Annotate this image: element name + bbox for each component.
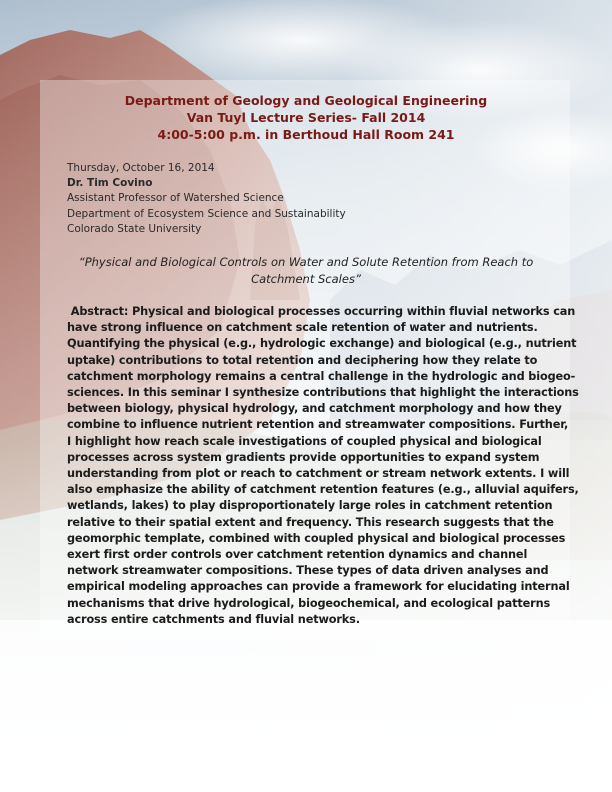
speaker-university: Colorado State University [67,222,202,235]
abstract-line: empirical modeling approaches can provide a framework for elucidating internal [67,580,570,594]
talk-title-line: “Physical and Biological Controls on Water and Solute Retention from Reach to [78,255,534,269]
abstract-line: also emphasize the ability of catchment retention features (e.g., alluvial aquifers, [67,483,579,497]
abstract-line: have strong influence on catchment scale retention of water and nutrients. [67,321,538,335]
abstract-line: between biology, physical hydrology, and catchment morphology and how they [67,402,562,416]
speaker-department: Department of Ecosystem Science and Sustainability [67,207,346,220]
talk-title-line: Catchment Scales” [251,272,361,286]
abstract-text [67,304,579,628]
header-series: Van Tuyl Lecture Series- Fall 2014 [186,110,426,125]
abstract-line: wetlands, lakes) to play disproportionately large roles in catchment retention [67,499,553,513]
speaker-info [67,161,487,237]
talk-title [66,254,546,288]
event-header [60,92,552,143]
abstract-line: I highlight how reach scale investigations of coupled physical and biological [67,434,542,448]
abstract-line: understanding from plot or reach to catchment or stream network extents. I will [67,467,570,481]
abstract-line: network streamwater compositions. These types of data driven analyses and [67,564,549,578]
speaker-name: Dr. Tim Covino [67,177,153,190]
abstract-line: combine to influence nutrient retention and streamwater compositions. Further, [67,418,569,432]
abstract-line: processes across system gradients provide opportunities to expand system [67,450,540,464]
abstract-line: relative to their spatial extent and frequency. This research suggests that the [67,515,554,529]
event-date: Thursday, October 16, 2014 [67,162,215,174]
abstract-line: Abstract: Physical and biological processes occurring within fluvial networks can [67,305,576,318]
abstract-line: uptake) contributions to total retention and deciphering how they relate to [67,353,538,367]
speaker-title: Assistant Professor of Watershed Science [67,192,284,205]
abstract-line: catchment morphology remains a central challenge in the hydrologic and biogeo- [67,369,576,383]
abstract-line: exert first order controls over catchment retention dynamics and channel [67,548,528,562]
header-time-location: 4:00-5:00 p.m. in Berthoud Hall Room 241 [157,127,455,142]
abstract-line: geomorphic template, combined with coupled physical and biological processes [67,531,566,545]
abstract-line: Quantifying the physical (e.g., hydrologic exchange) and biological (e.g., nutrient [67,337,577,351]
abstract-line: across entire catchments and fluvial networks. [67,612,360,626]
abstract-line: mechanisms that drive hydrological, biogeochemical, and ecological patterns [67,596,551,610]
header-department: Department of Geology and Geological Engineering [124,93,488,108]
abstract-line: sciences. In this seminar I synthesize contributions that highlight the interactions [67,386,579,400]
